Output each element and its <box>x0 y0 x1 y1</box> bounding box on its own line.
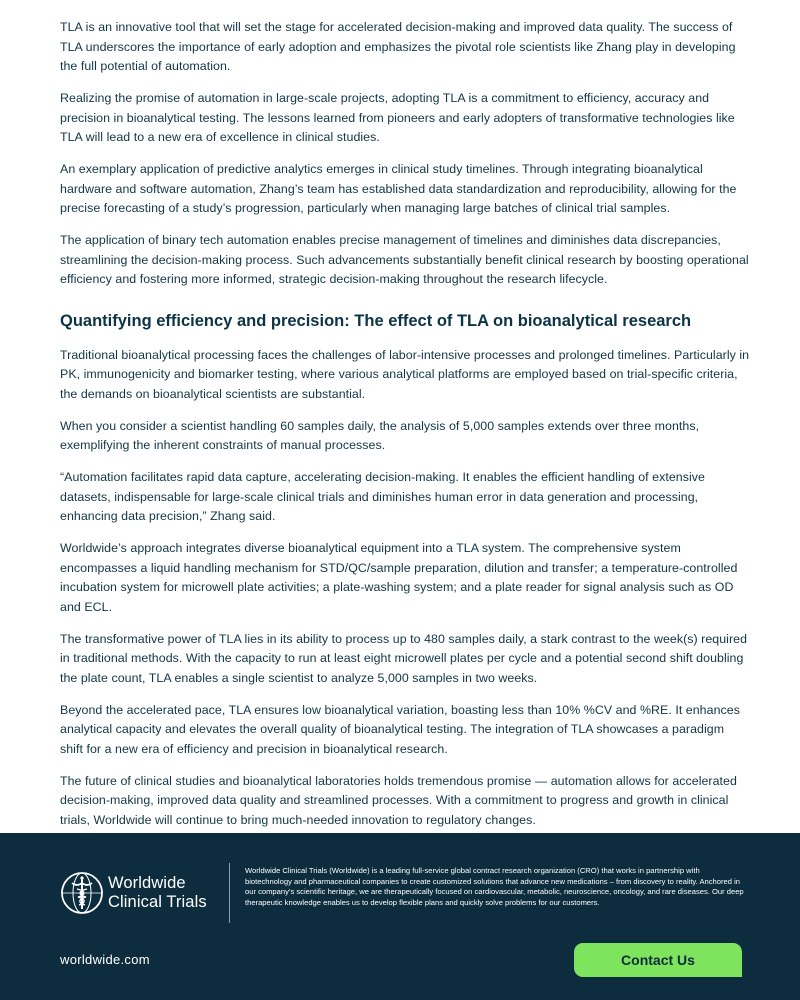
article-body <box>60 18 750 862</box>
globe-caduceus-icon <box>60 871 104 915</box>
footer-divider <box>229 863 230 923</box>
logo-line-2: Clinical Trials <box>108 893 207 911</box>
paragraph: Realizing the promise of automation in large-scale projects, adopting TLA is a commitment to efficiency, accuracy and precision in bioanalytical testing. The lessons learned from pioneers and early adopters of transformative technologies like TLA will lead to a new era of excellence in clinical studies. <box>60 91 735 144</box>
paragraph: Beyond the accelerated pace, TLA ensures low bioanalytical variation, boasting less than 10% %CV and %RE. It enhances analytical capacity and elevates the overall quality of bioanalytical testing. The integration of TLA showcases a paradigm shift for a new era of efficiency and precision in bioanalytical research. <box>60 702 740 756</box>
paragraph: The future of clinical studies and bioanalytical laboratories holds tremendous promise — automation allows for accelerated decision-making, improved data quality and streamlined processes. With a commitment to progress and growth in clinical trials, Worldwide will continue to bring much-needed innovation to regulatory changes. <box>60 773 737 827</box>
company-description: Worldwide Clinical Trials (Worldwide) is a leading full-service global contract research organization (CRO) that works in partnership with biotechnology and pharmaceutical companies to create customized solutions that advance new medications – from discovery to reality. Anchored in our company’s scientific heritage, we are therapeutically focused on cardiovascular, metabolic, neuroscience, oncology, and rare diseases. Our deep therapeutic knowledge enables us to develop flexible plans and quickly solve problems for our customers. <box>245 866 744 907</box>
section-heading: Quantifying efficiency and precision: The effect of TLA on bioanalytical research <box>60 311 692 330</box>
footer <box>0 833 800 1000</box>
paragraph: The application of binary tech automation enables precise management of timelines and diminishes data discrepancies, streamlining the decision-making process. Such advancements substantially benefit clinical research by boosting operational efficiency and fostering more informed, strategic decision-making throughout the research lifecycle. <box>60 233 749 286</box>
paragraph: The transformative power of TLA lies in its ability to process up to 480 samples daily, a stark contrast to the week(s) required in traditional methods. With the capacity to run at least eight microwell plates per cycle and a potential second shift doubling the plate count, TLA enables a single scientist to analyze 5,000 samples in two weeks. <box>60 631 748 685</box>
logo-wordmark <box>108 874 207 912</box>
contact-us-button[interactable]: Contact Us <box>574 943 742 977</box>
paragraph: Worldwide’s approach integrates diverse bioanalytical equipment into a TLA system. The comprehensive system encompasses a liquid handling mechanism for STD/QC/sample preparation, dilution and transfer; a temperature-controlled incubation system for microwell plate activities; a plate-washing system; and a plate reader for signal analysis such as OD and ECL. <box>60 541 738 614</box>
logo-line-1: Worldwide <box>108 874 186 892</box>
paragraph: “Automation facilitates rapid data capture, accelerating decision-making. It enables the efficient handling of extensive datasets, indispensable for large-scale clinical trials and diminishes human error in data generation and processing, enhancing data precision,” Zhang said. <box>60 470 705 523</box>
website-link[interactable]: worldwide.com <box>60 952 150 967</box>
paragraph: Traditional bioanalytical processing faces the challenges of labor-intensive processes and prolonged timelines. Particularly in PK, immunogenicity and biomarker testing, where various analytical platforms are employed based on trial-specific criteria, the demands on bioanalytical scientists are substantial. <box>60 347 750 401</box>
paragraph: When you consider a scientist handling 60 samples daily, the analysis of 5,000 samples extends over three months, exemplifying the inherent constraints of manual processes. <box>60 418 700 452</box>
company-logo[interactable] <box>60 871 207 915</box>
paragraph: An exemplary application of predictive analytics emerges in clinical study timelines. Through integrating bioanalytical hardware and software automation, Zhang’s team has established data standardization and reproducibility, allowing for the precise forecasting of a study’s progression, particularly when managing large batches of clinical trial samples. <box>60 162 737 215</box>
paragraph: TLA is an innovative tool that will set the stage for accelerated decision-making and improved data quality. The success of TLA underscores the importance of early adoption and emphasizes the pivotal role scientists like Zhang play in developing the full potential of automation. <box>60 20 736 73</box>
